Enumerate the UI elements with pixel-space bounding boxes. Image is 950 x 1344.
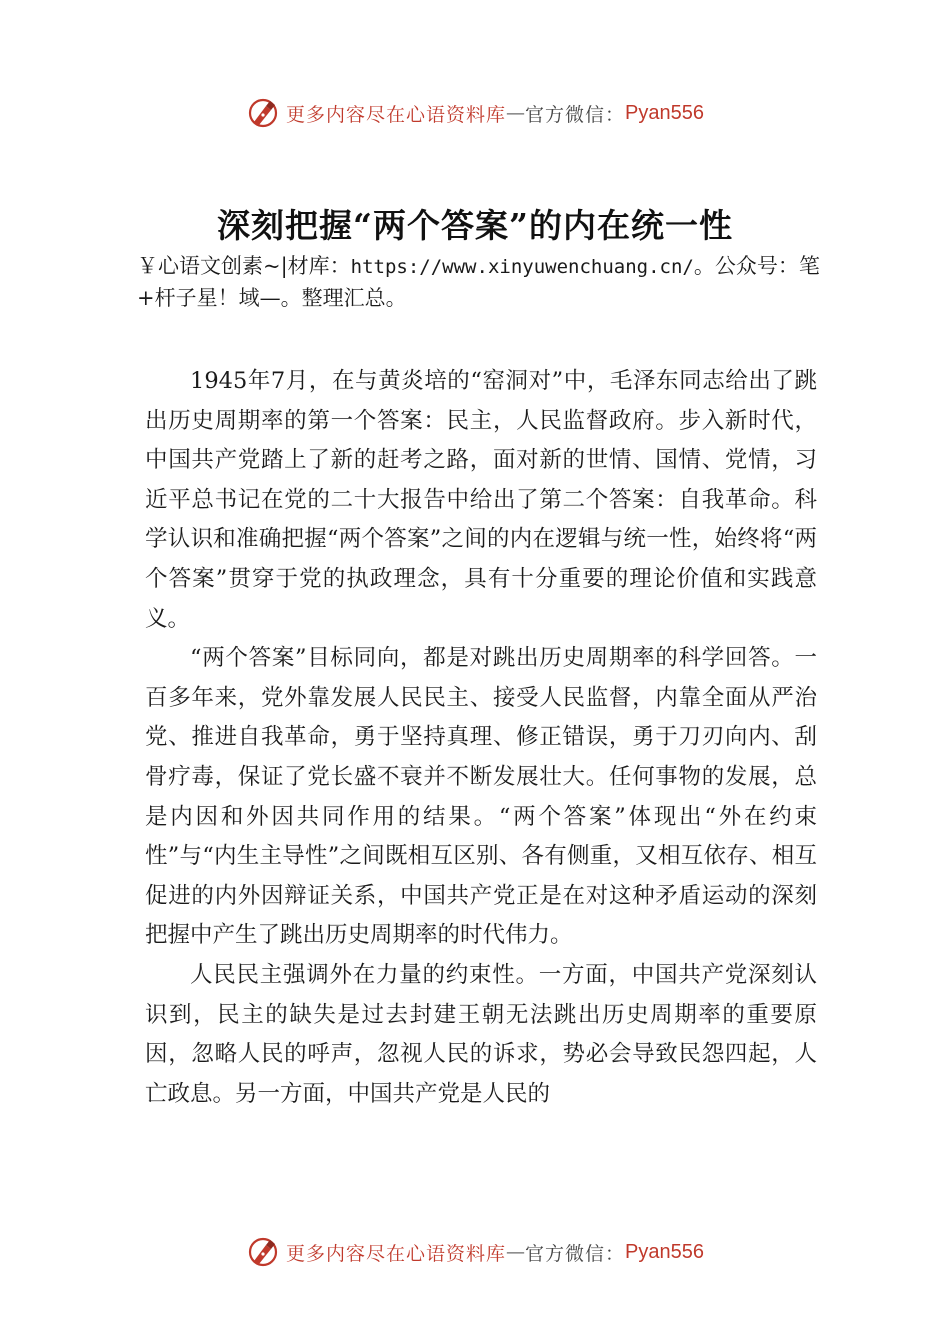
source-note-url: https://www.xinyuwenchuang.cn/ [350, 256, 694, 278]
banner-brand-text: 更多内容尽在心语资料库 [286, 1242, 507, 1265]
banner-dash: — [506, 102, 526, 124]
source-note-suffix: 。公众号：笔+杆子星！域—。整理汇总。 [137, 254, 820, 310]
body-paragraph-2: “两个答案”目标同向，都是对跳出历史周期率的科学回答。一百多年来，党外靠发展人民民主、接受人民监督，内靠全面从严治党、推进自我革命，勇于坚持真理、修正错误，勇于刀刃向内、刮骨疗毒，保证了党长盛不衰并不断发展壮大。任何事物的发展，总是内因和外因共同作用的结果。“两个答案”体现出“外在约束性”与“内生主导性”之间既相互区别、各有侧重，又相互依存、相互促进的内外因辩证关系，中国共产党正是在对这种矛盾运动的深刻把握中产生了跳出历史周期率的时代伟力。 [145, 645, 817, 949]
body-paragraph-1: 1945年7月，在与黄炎培的“窑洞对”中，毛泽东同志给出了跳出历史周期率的第一个答案：民主，人民监督政府。步入新时代，中国共产党踏上了新的赶考之路，面对新的世情、国情、党情，习近平总书记在党的二十大报告中给出了第二个答案：自我革命。科学认识和准确把握“两个答案”之间的内在逻辑与统一性，始终将“两个答案”贯穿于党的执政理念，具有十分重要的理论价值和实践意义。 [145, 368, 817, 632]
document-title: 深刻把握“两个答案”的内在统一性 [217, 206, 733, 245]
pen-nib-logo-icon [246, 1235, 280, 1269]
banner-dash: — [506, 1241, 526, 1263]
document-body [145, 362, 817, 1114]
source-note [137, 251, 827, 314]
banner-wechat-id: Pyan556 [625, 1240, 704, 1263]
header-banner [0, 93, 950, 133]
banner-official-label: 官方微信： [525, 103, 626, 126]
banner-brand-text: 更多内容尽在心语资料库 [286, 103, 507, 126]
source-note-prefix: ￥心语文创素~|材库： [137, 254, 351, 278]
banner-official-label: 官方微信： [525, 1242, 626, 1265]
pen-nib-logo-icon [246, 96, 280, 130]
footer-banner [0, 1232, 950, 1272]
body-paragraph-3: 人民民主强调外在力量的约束性。一方面，中国共产党深刻认识到，民主的缺失是过去封建王朝无法跳出历史周期率的重要原因，忽略人民的呼声，忽视人民的诉求，势必会导致民怨四起，人亡政息。另一方面，中国共产党是人民的 [145, 961, 817, 1107]
banner-wechat-id: Pyan556 [625, 101, 704, 124]
